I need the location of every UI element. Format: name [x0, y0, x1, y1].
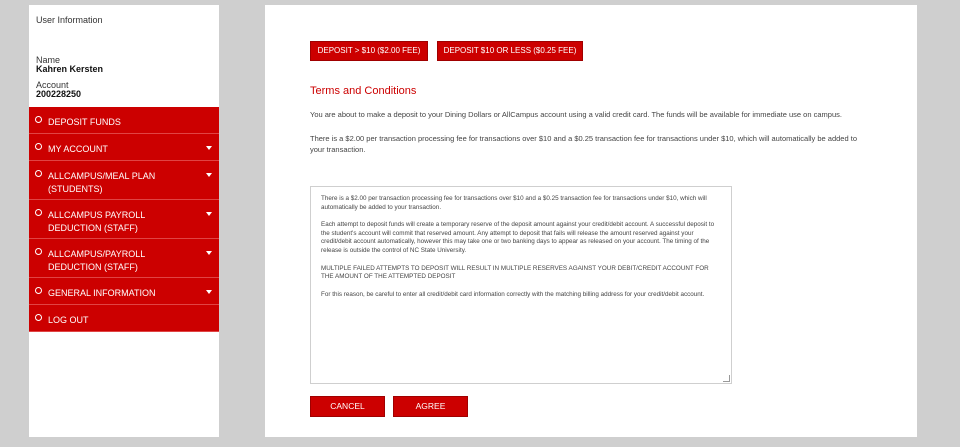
- name-value: Kahren Kersten: [36, 64, 104, 74]
- name-label: Name: [36, 55, 61, 65]
- terms-textarea[interactable]: [310, 186, 732, 384]
- cancel-circle-icon: [35, 170, 42, 177]
- sidebar: [29, 5, 219, 437]
- cancel-button[interactable]: CANCEL: [310, 396, 385, 417]
- intro-text-2: There is a $2.00 per transaction processing fee for transactions over $10 and a $0.25 transaction fee for transactions under $10, which will automatically be added to your transaction.: [310, 134, 857, 154]
- main-panel: [265, 5, 917, 437]
- sidebar-item-payroll-deduction-2[interactable]: [29, 239, 219, 278]
- terms-paragraph: For this reason, be careful to enter all credit/debit card information correctly with the matching billing address for your credit/debit account.: [321, 290, 705, 298]
- chevron-down-icon: [206, 251, 212, 255]
- chevron-down-icon: [206, 212, 212, 216]
- refresh-icon: [35, 314, 42, 321]
- sidebar-item-label: DEPOSIT FUNDS: [48, 117, 121, 127]
- sidebar-item-label: ALLCAMPUS/PAYROLL DEDUCTION (STAFF): [48, 249, 145, 272]
- sidebar-item-label: ALLCAMPUS/MEAL PLAN (STUDENTS): [48, 171, 156, 194]
- terms-paragraph: Each attempt to deposit funds will create a temporary reserve of the deposit amount against your credit/debit account. A successful deposit to the student's account will commit that reserved amount. Any attempt to deposit that fails will release the amount reserved against your credit/debit account automatically, however this may take one or two banking days to appear as released on your account. The timing of the release is outside the control of NC State University.: [321, 221, 715, 254]
- sidebar-item-deposit-funds[interactable]: [29, 107, 219, 134]
- deposit-over-10-button[interactable]: DEPOSIT > $10 ($2.00 FEE): [310, 41, 428, 61]
- sidebar-item-label: MY ACCOUNT: [48, 144, 108, 154]
- user-info-title: User Information: [36, 15, 103, 25]
- sidebar-item-my-account[interactable]: [29, 134, 219, 161]
- account-label: Account: [36, 80, 69, 90]
- sidebar-item-label: GENERAL INFORMATION: [48, 288, 156, 298]
- sidebar-item-general-information[interactable]: [29, 278, 219, 305]
- resize-handle-icon[interactable]: [723, 375, 730, 382]
- agree-button[interactable]: AGREE: [393, 396, 468, 417]
- info-circle-icon: [35, 287, 42, 294]
- chevron-down-icon: [206, 290, 212, 294]
- sidebar-item-label: ALLCAMPUS PAYROLL DEDUCTION (STAFF): [48, 210, 145, 233]
- clock-icon: [35, 209, 42, 216]
- sidebar-item-payroll-deduction[interactable]: [29, 200, 219, 239]
- clock-icon: [35, 248, 42, 255]
- sidebar-item-log-out[interactable]: [29, 305, 219, 332]
- circle-dollar-icon: [35, 116, 42, 123]
- user-circle-icon: [35, 143, 42, 150]
- chevron-down-icon: [206, 146, 212, 150]
- chevron-down-icon: [206, 173, 212, 177]
- terms-paragraph: There is a $2.00 per transaction processing fee for transactions over $10 and a $0.25 transaction fee for transactions under $10, which will automatically be added to your transaction.: [321, 195, 707, 211]
- deposit-under-10-button[interactable]: DEPOSIT $10 OR LESS ($0.25 FEE): [437, 41, 583, 61]
- sidebar-item-label: LOG OUT: [48, 315, 89, 325]
- account-value: 200228250: [36, 89, 82, 99]
- terms-paragraph: MULTIPLE FAILED ATTEMPTS TO DEPOSIT WILL RESULT IN MULTIPLE RESERVES AGAINST YOUR DEBIT/CREDIT ACCOUNT FOR THE AMOUNT OF THE ATTEMPTED DEPOSIT: [321, 264, 709, 281]
- intro-text-1: You are about to make a deposit to your Dining Dollars or AllCampus account using a valid credit card. The funds will be available for immediate use on campus.: [310, 110, 842, 119]
- sidebar-item-meal-plan[interactable]: [29, 161, 219, 200]
- sidebar-nav: [29, 107, 219, 332]
- terms-title: Terms and Conditions: [310, 85, 417, 97]
